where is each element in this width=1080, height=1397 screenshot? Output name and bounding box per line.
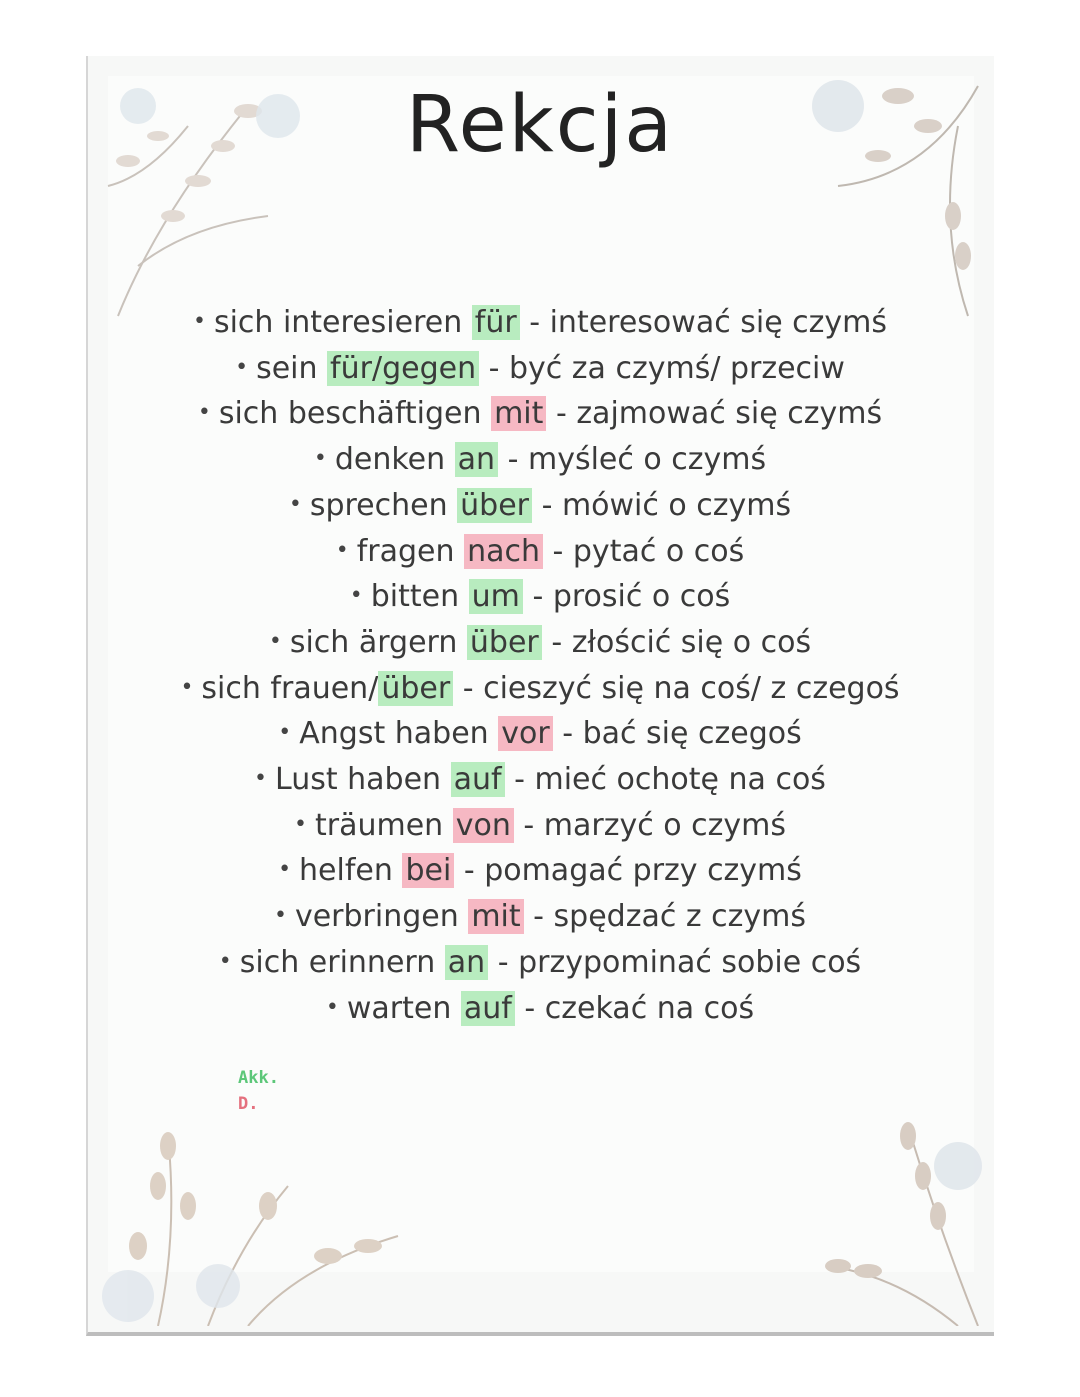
bullet-icon: •	[192, 309, 206, 334]
verb: sich ärgern	[289, 624, 458, 660]
separator: -	[522, 579, 553, 615]
separator: -	[519, 305, 550, 340]
list-item	[0, 666, 1080, 712]
preposition: um	[469, 579, 523, 614]
translation: pytać o coś	[572, 533, 745, 569]
separator: -	[546, 396, 577, 432]
separator: -	[479, 350, 509, 386]
legend-dativ: D.	[238, 1094, 259, 1114]
translation: myśleć o czymś	[527, 442, 767, 478]
list-item	[0, 391, 1080, 437]
verb: Lust haben	[275, 762, 442, 798]
bullet-icon: •	[335, 537, 349, 563]
bullet-icon: •	[325, 994, 339, 1020]
translation: zajmować się czymś	[576, 396, 883, 432]
list-item	[0, 940, 1080, 986]
floral-bottom-left-icon	[98, 1096, 408, 1326]
bullet-icon: •	[313, 446, 327, 472]
preposition: an	[455, 442, 498, 477]
translation: bać się czegoś	[582, 716, 802, 752]
bullet-icon: •	[254, 766, 268, 792]
preposition: für/gegen	[327, 351, 479, 386]
list-item	[0, 620, 1080, 666]
list-item	[0, 894, 1080, 940]
verb: sich interesieren	[213, 305, 463, 340]
translation: spędzać z czymś	[553, 899, 807, 935]
verb: sich erinnern	[239, 944, 436, 980]
list-item	[0, 574, 1080, 620]
translation: czekać na coś	[544, 990, 755, 1026]
preposition: auf	[461, 991, 515, 1026]
separator: -	[488, 944, 519, 980]
preposition: mit	[468, 899, 523, 934]
list-item	[0, 803, 1080, 849]
separator: -	[454, 853, 485, 889]
translation: cieszyć się na coś/ z czegoś	[483, 670, 900, 706]
translation: interesować się czymś	[549, 305, 888, 340]
list-item	[0, 300, 1080, 346]
translation: mieć ochotę na coś	[534, 762, 826, 798]
verb: sein	[256, 350, 318, 386]
preposition: nach	[464, 534, 543, 569]
legend-akkusativ: Akk.	[238, 1068, 279, 1088]
verb: bitten	[370, 579, 460, 615]
list-item	[0, 711, 1080, 757]
verb: sprechen	[309, 487, 448, 523]
bullet-icon: •	[218, 948, 232, 974]
bullet-icon: •	[278, 857, 292, 883]
preposition: an	[445, 945, 488, 980]
bullet-icon: •	[235, 354, 249, 380]
verb: warten	[346, 990, 452, 1026]
preposition: für	[472, 305, 520, 340]
bullet-icon: •	[294, 811, 307, 837]
bullet-icon: •	[180, 674, 194, 700]
translation: być za czymś/ przeciw	[508, 350, 845, 386]
translation: złościć się o coś	[571, 624, 812, 660]
verb: sich beschäftigen	[218, 396, 482, 432]
preposition: bei	[402, 853, 454, 888]
separator: -	[504, 762, 535, 798]
page-title: Rekcja	[405, 80, 675, 170]
separator: -	[541, 624, 572, 660]
preposition: über	[457, 488, 532, 523]
preposition: vor	[498, 716, 552, 751]
verb-list	[0, 300, 1080, 1031]
verb: fragen	[356, 533, 455, 569]
preposition: auf	[451, 762, 505, 797]
separator: -	[514, 990, 545, 1026]
bullet-icon: •	[349, 583, 363, 609]
list-item	[0, 529, 1080, 575]
bullet-icon: •	[197, 400, 211, 426]
preposition: über	[467, 625, 542, 660]
translation: mówić o czymś	[561, 487, 792, 523]
list-item	[0, 848, 1080, 894]
separator: -	[523, 899, 554, 935]
preposition: von	[453, 808, 514, 843]
separator: -	[532, 487, 562, 523]
list-item	[0, 483, 1080, 529]
preposition: mit	[491, 396, 546, 431]
bullet-icon: •	[288, 491, 302, 517]
bullet-icon: •	[268, 628, 282, 654]
verb: sich frauen/	[201, 670, 379, 706]
separator: -	[552, 716, 583, 752]
verb: Angst haben	[299, 716, 489, 752]
verb: verbringen	[294, 899, 459, 935]
bullet-icon: •	[273, 903, 287, 929]
list-item	[0, 346, 1080, 392]
separator: -	[542, 533, 573, 569]
translation: prosić o coś	[552, 579, 731, 615]
translation: pomagać przy czymś	[484, 853, 802, 889]
preposition: über	[378, 671, 453, 706]
list-item	[0, 986, 1080, 1032]
separator: -	[453, 670, 484, 706]
separator: -	[498, 442, 528, 478]
verb: denken	[334, 442, 446, 478]
separator: -	[513, 807, 544, 843]
translation: przypominać sobie coś	[518, 944, 862, 980]
verb: helfen	[299, 853, 393, 889]
bullet-icon: •	[278, 720, 292, 746]
floral-bottom-right-icon	[788, 1106, 988, 1326]
list-item	[0, 757, 1080, 803]
list-item	[0, 437, 1080, 483]
verb: träumen	[314, 807, 444, 843]
translation: marzyć o czymś	[543, 807, 786, 843]
